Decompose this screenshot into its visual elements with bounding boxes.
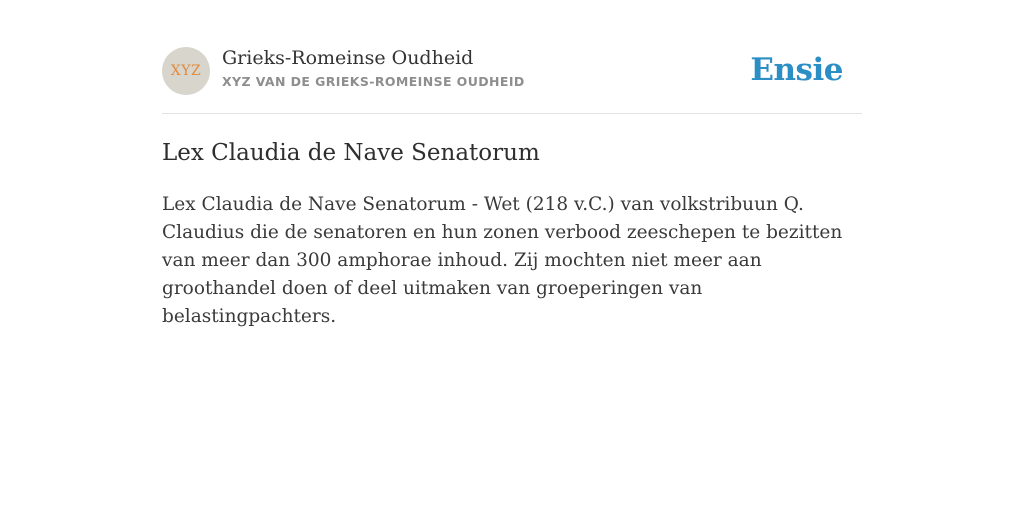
source-info[interactable] xyxy=(222,46,525,89)
entry-header xyxy=(162,46,862,114)
ensie-logo[interactable]: Ensie xyxy=(750,52,843,88)
source-subtitle: XYZ VAN DE GRIEKS-ROMEINSE OUDHEID xyxy=(222,74,525,89)
entry-body: Lex Claudia de Nave Senatorum - Wet (218 v.C.) van volkstribuun Q. Claudius die de senatoren en hun zonen verbood zeeschepen te bezitten van meer dan 300 amphorae inhoud. Zij mochten niet meer aan groothandel doen of deel uitmaken van groeperingen van belastingpachters. xyxy=(162,194,843,327)
entry-title: Lex Claudia de Nave Senatorum xyxy=(162,140,540,166)
entry-card xyxy=(162,46,862,331)
source-avatar[interactable]: XYZ xyxy=(162,47,210,95)
source-title[interactable]: Grieks-Romeinse Oudheid xyxy=(222,47,474,69)
